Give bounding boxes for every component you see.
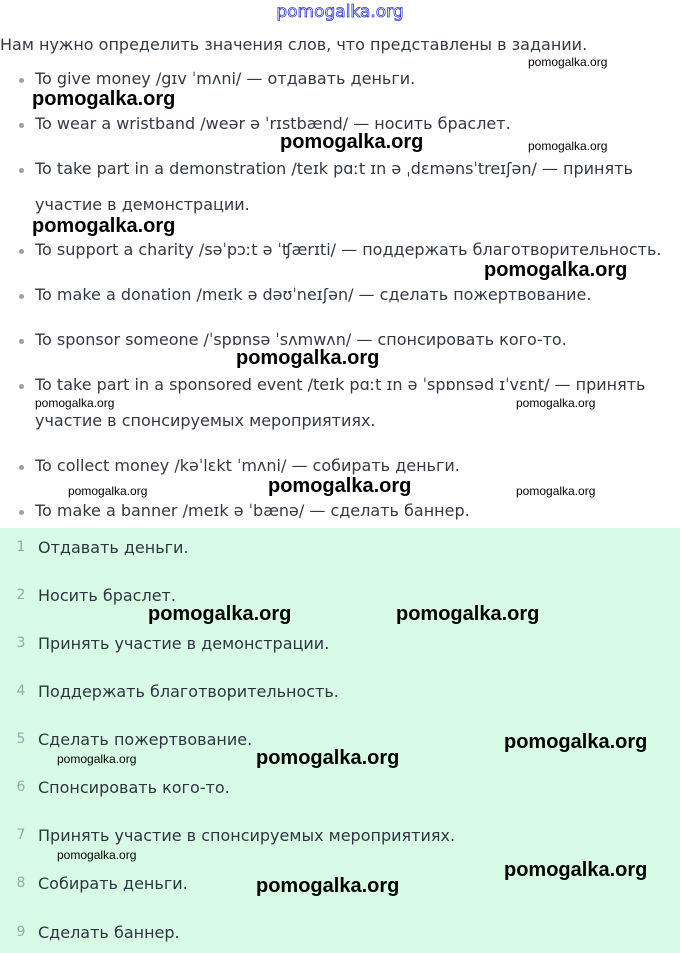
answer-number: 2 <box>16 587 26 603</box>
watermark: pomogalka.org <box>528 139 608 153</box>
site-header-logo[interactable]: pomogalka.org <box>276 2 404 22</box>
watermark: pomogalka.org <box>148 603 292 625</box>
bullet-icon <box>19 294 24 299</box>
bullet-icon <box>19 384 24 389</box>
watermark: pomogalka.org <box>57 848 137 862</box>
bullet-icon <box>19 123 24 128</box>
answer-text: Поддержать благотворительность. <box>38 682 339 701</box>
bullet-icon <box>19 249 24 254</box>
watermark: pomogalka.org <box>256 875 400 897</box>
watermark: pomogalka.org <box>35 396 115 410</box>
answer-number: 3 <box>16 635 26 651</box>
watermark: pomogalka.org <box>528 55 608 69</box>
answer-text: Принять участие в демонстрации. <box>38 634 330 653</box>
answer-row <box>0 774 680 804</box>
answer-text: Принять участие в спонсируемых мероприятиях. <box>38 826 456 845</box>
watermark: pomogalka.org <box>280 131 424 153</box>
intro-text: Нам нужно определить значения слов, что представлены в задании. <box>0 35 588 54</box>
watermark: pomogalka.org <box>268 475 412 497</box>
watermark: pomogalka.org <box>32 88 176 110</box>
answer-number: 7 <box>16 827 26 843</box>
watermark: pomogalka.org <box>516 396 596 410</box>
answer-text: Сделать баннер. <box>38 923 180 942</box>
watermark: pomogalka.org <box>484 259 628 281</box>
bullet-icon <box>19 168 24 173</box>
bullet-icon <box>19 465 24 470</box>
answer-text: Отдавать деньги. <box>38 538 189 557</box>
watermark: pomogalka.org <box>504 731 648 753</box>
answer-row <box>0 534 680 564</box>
answer-row <box>0 582 680 612</box>
bullet-icon <box>19 78 24 83</box>
vocab-text: To collect money /kəˈlɛkt ˈmʌni/ — собирать деньги. <box>35 456 460 475</box>
answer-number: 1 <box>16 539 26 555</box>
vocab-text-continuation: участие в демонстрации. <box>35 195 250 214</box>
vocab-text: To wear a wristband /weər ə ˈrɪstbænd/ — носить браслет. <box>35 114 511 133</box>
answer-number: 9 <box>16 924 26 940</box>
vocab-text: To make a donation /meɪk ə dəʊˈneɪʃən/ — сделать пожертвование. <box>35 285 592 304</box>
watermark: pomogalka.org <box>236 347 380 369</box>
vocab-text: To take part in a demonstration /teɪk pɑːt ɪn ə ˌdɛmənsˈtreɪʃən/ — принять <box>35 159 633 178</box>
watermark: pomogalka.org <box>396 603 540 625</box>
answer-row <box>0 678 680 708</box>
answer-text: Собирать деньги. <box>38 874 188 893</box>
answer-text: Носить браслет. <box>38 586 176 605</box>
answer-number: 5 <box>16 731 26 747</box>
watermark: pomogalka.org <box>256 747 400 769</box>
watermark: pomogalka.org <box>57 752 137 766</box>
vocab-text: To support a charity /səˈpɔːt ə ˈʧærɪti/ — поддержать благотворительность. <box>35 240 662 259</box>
watermark: pomogalka.org <box>68 484 148 498</box>
watermark: pomogalka.org <box>516 484 596 498</box>
answer-row <box>0 919 680 949</box>
answer-row <box>0 630 680 660</box>
vocab-text: To sponsor someone /ˈspɒnsə ˈsʌmwʌn/ — спонсировать кого-то. <box>35 330 567 349</box>
bullet-icon <box>19 510 24 515</box>
answer-number: 8 <box>16 875 26 891</box>
vocab-text: To take part in a sponsored event /teɪk pɑːt ɪn ə ˈspɒnsəd ɪˈvɛnt/ — принять <box>35 375 646 394</box>
answer-text: Спонсировать кого-то. <box>38 778 230 797</box>
vocab-text: To make a banner /meɪk ə ˈbænə/ — сделать баннер. <box>35 501 470 520</box>
answer-text: Сделать пожертвование. <box>38 730 253 749</box>
vocab-text: To give money /gɪv ˈmʌni/ — отдавать деньги. <box>35 69 416 88</box>
watermark: pomogalka.org <box>504 859 648 881</box>
answer-number: 6 <box>16 779 26 795</box>
answer-number: 4 <box>16 683 26 699</box>
watermark: pomogalka.org <box>32 215 176 237</box>
vocab-text-continuation: участие в спонсируемых мероприятиях. <box>35 411 376 430</box>
bullet-icon <box>19 339 24 344</box>
